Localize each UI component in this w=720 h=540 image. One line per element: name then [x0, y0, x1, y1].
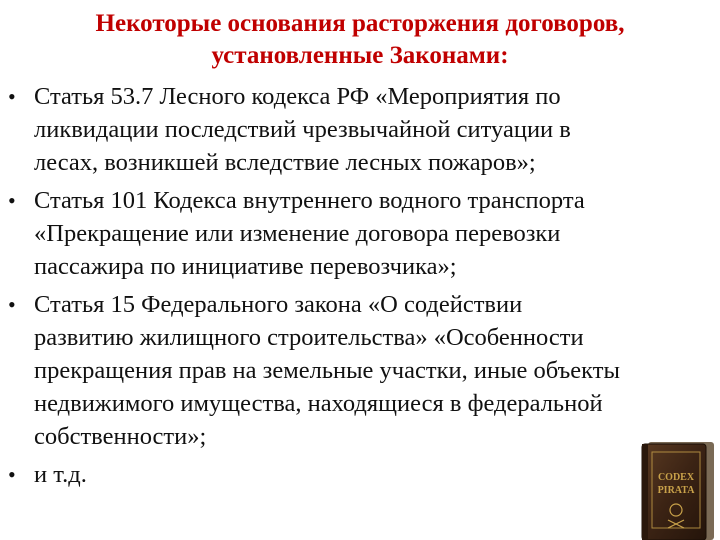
bullet-text-line: прекращения прав на земельные участки, иные объекты: [34, 357, 620, 384]
bullet-item-housing-law: [0, 288, 720, 453]
bullet-text-line: Статья 15 Федерального закона «О содействии: [34, 291, 523, 318]
bullet-text-line: и т.д.: [34, 461, 87, 488]
bullet-icon: •: [8, 462, 16, 487]
bullet-item-forest-code: [0, 80, 720, 179]
bullet-list: [0, 80, 720, 496]
slide-title-line-1: Некоторые основания расторжения договоров,: [95, 10, 625, 37]
bullet-text-line: «Прекращение или изменение договора перевозки: [34, 220, 561, 247]
bullet-text-line: пассажира по инициативе перевозчика»;: [34, 253, 457, 280]
slide-title: [30, 8, 690, 72]
bullet-text-line: недвижимого имущества, находящиеся в федеральной: [34, 390, 603, 417]
bullet-icon: •: [8, 84, 16, 109]
bullet-text-line: развитию жилищного строительства» «Особенности: [34, 324, 584, 351]
codex-pirata-book-icon: [638, 440, 716, 540]
bullet-icon: •: [8, 188, 16, 213]
book-cover-text-2: PIRATA: [657, 485, 695, 496]
bullet-text-line: Статья 53.7 Лесного кодекса РФ «Мероприятия по: [34, 83, 561, 110]
bullet-icon: •: [8, 292, 16, 317]
bullet-text-line: Статья 101 Кодекса внутреннего водного транспорта: [34, 187, 585, 214]
bullet-text-line: лесах, возникшей вследствие лесных пожаров»;: [34, 149, 536, 176]
book-cover-text-1: CODEX: [657, 472, 695, 483]
bullet-item-water-transport-code: [0, 184, 720, 283]
bullet-text-line: собственности»;: [34, 423, 207, 450]
bullet-text-line: ликвидации последствий чрезвычайной ситуации в: [34, 116, 571, 143]
slide-title-line-2: установленные Законами:: [211, 42, 509, 69]
bullet-item-etc: [0, 458, 720, 491]
